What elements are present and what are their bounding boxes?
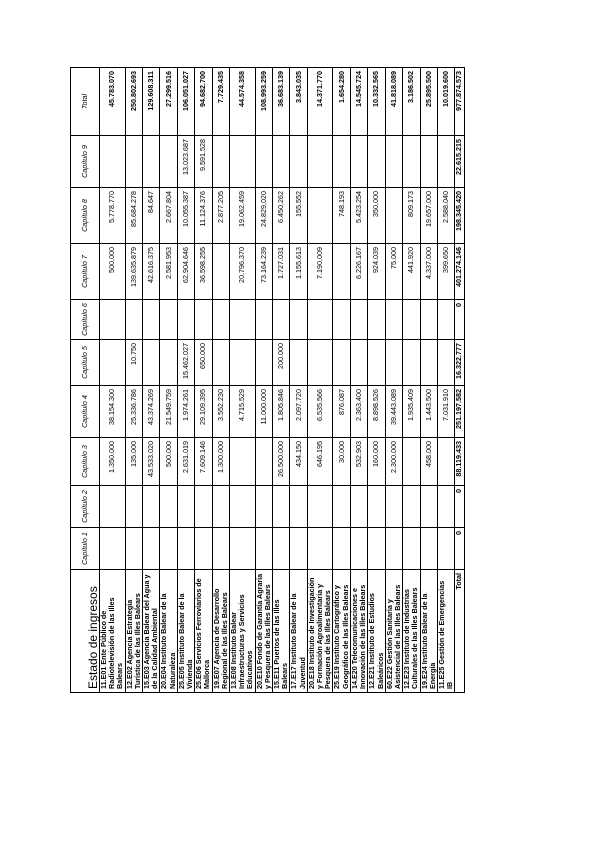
row-total-cell: 27.299.516	[160, 68, 177, 136]
total-cell: 0	[455, 486, 464, 528]
value-cell	[368, 340, 385, 386]
row-total-cell: 25.895.500	[420, 68, 437, 136]
value-cell: 1.935.409	[403, 386, 420, 438]
value-cell	[385, 300, 402, 340]
value-cell	[385, 188, 402, 244]
total-cell: 401.274.146	[455, 244, 464, 300]
column-header: Capítulo 5	[71, 340, 100, 386]
total-cell: 16.322.777	[455, 340, 464, 386]
table-row	[143, 68, 160, 693]
value-cell: 8.898.526	[368, 386, 385, 438]
value-cell: 7.190.009	[307, 244, 333, 300]
value-cell: 15.462.027	[177, 340, 194, 386]
value-cell	[403, 340, 420, 386]
value-cell	[160, 340, 177, 386]
table-row	[437, 68, 454, 693]
value-cell: 434.150	[290, 438, 307, 486]
page-title: Estado de ingresos	[71, 570, 100, 693]
value-cell	[307, 188, 333, 244]
row-total-cell: 1.654.280	[333, 68, 350, 136]
table-row	[230, 68, 256, 693]
entity-name: 15.E03 Agencia Balear del Agua y de la Calidad Ambiental	[143, 570, 160, 693]
value-cell	[100, 486, 126, 528]
value-cell	[212, 300, 229, 340]
value-cell: 10.750	[125, 340, 142, 386]
value-cell	[230, 528, 256, 570]
table-row	[333, 68, 350, 693]
value-cell: 6.535.566	[307, 386, 333, 438]
value-cell: 646.195	[307, 438, 333, 486]
entity-name: 13.E08 Instituto Balear Infraestructuras y Servicios Educativos	[230, 570, 256, 693]
value-cell	[437, 136, 454, 188]
value-cell: 5.423.254	[350, 188, 367, 244]
column-header: Capítulo 9	[71, 136, 100, 188]
entity-name: 20.E10 Fondo de Garantía Agraria y Pesquera de las Illes Balears	[255, 570, 272, 693]
value-cell	[255, 136, 272, 188]
value-cell: 21.549.759	[160, 386, 177, 438]
row-total-cell: 14.545.724	[350, 68, 367, 136]
value-cell: 2.300.000	[385, 438, 402, 486]
value-cell	[125, 486, 142, 528]
table-row	[368, 68, 385, 693]
value-cell	[437, 300, 454, 340]
value-cell	[350, 486, 367, 528]
column-header: Capítulo 7	[71, 244, 100, 300]
value-cell	[307, 528, 333, 570]
value-cell: 2.097.720	[290, 386, 307, 438]
value-cell	[177, 486, 194, 528]
table-row	[212, 68, 229, 693]
row-total-cell: 3.186.502	[403, 68, 420, 136]
value-cell: 20.796.370	[230, 244, 256, 300]
value-cell	[230, 136, 256, 188]
value-cell: 155.552	[290, 188, 307, 244]
value-cell	[212, 136, 229, 188]
entity-name: 12.E23 Instituto de Industrias Culturales de las Illes Balears	[403, 570, 420, 693]
value-cell: 38.154.300	[100, 386, 126, 438]
row-total-cell: 41.818.089	[385, 68, 402, 136]
value-cell	[212, 244, 229, 300]
value-cell: 4.715.529	[230, 386, 256, 438]
column-header: Capítulo 2	[71, 486, 100, 528]
income-table	[70, 67, 465, 693]
value-cell: 441.920	[403, 244, 420, 300]
entity-name: 15.E11 Puertos de las Illes Balears	[273, 570, 290, 693]
value-cell	[333, 136, 350, 188]
value-cell: 7.031.910	[437, 386, 454, 438]
value-cell	[212, 340, 229, 386]
value-cell	[437, 340, 454, 386]
value-cell	[420, 340, 437, 386]
value-cell: 2.588.040	[437, 188, 454, 244]
row-total-cell: 44.574.358	[230, 68, 256, 136]
table-row	[403, 68, 420, 693]
table-row	[255, 68, 272, 693]
value-cell	[403, 136, 420, 188]
value-cell	[125, 528, 142, 570]
value-cell	[160, 528, 177, 570]
value-cell: 4.337.000	[420, 244, 437, 300]
value-cell: 2.631.019	[177, 438, 194, 486]
row-total-cell: 106.051.027	[177, 68, 194, 136]
column-header: Capítulo 8	[71, 188, 100, 244]
value-cell	[333, 244, 350, 300]
value-cell	[437, 486, 454, 528]
value-cell: 62.904.646	[177, 244, 194, 300]
value-cell	[273, 300, 290, 340]
value-cell: 75.000	[385, 244, 402, 300]
income-statement-sheet	[70, 68, 465, 693]
value-cell	[230, 340, 256, 386]
value-cell: 650.000	[195, 340, 212, 386]
value-cell	[125, 136, 142, 188]
value-cell	[333, 340, 350, 386]
total-cell: 0	[455, 300, 464, 340]
value-cell: 7.609.146	[195, 438, 212, 486]
value-cell: 36.598.255	[195, 244, 212, 300]
value-cell	[420, 486, 437, 528]
value-cell	[177, 528, 194, 570]
value-cell	[143, 486, 160, 528]
table-row	[273, 68, 290, 693]
value-cell: 85.684.278	[125, 188, 142, 244]
table-body	[100, 68, 455, 693]
value-cell	[255, 438, 272, 486]
value-cell	[195, 300, 212, 340]
total-row	[455, 68, 464, 693]
column-header: Capítulo 1	[71, 528, 100, 570]
total-cell: 251.197.582	[455, 386, 464, 438]
table-row	[177, 68, 194, 693]
total-cell: 198.345.420	[455, 188, 464, 244]
row-total-cell: 10.019.600	[437, 68, 454, 136]
value-cell: 42.616.375	[143, 244, 160, 300]
value-cell: 1.443.500	[420, 386, 437, 438]
row-total-cell: 10.332.565	[368, 68, 385, 136]
value-cell	[333, 486, 350, 528]
value-cell	[273, 136, 290, 188]
value-cell: 2.667.804	[160, 188, 177, 244]
row-total-cell: 108.993.259	[255, 68, 272, 136]
value-cell	[290, 300, 307, 340]
value-cell: 30.000	[333, 438, 350, 486]
row-total-cell: 45.783.070	[100, 68, 126, 136]
value-cell: 809.173	[403, 188, 420, 244]
value-cell	[403, 486, 420, 528]
value-cell: 500.000	[100, 244, 126, 300]
table-row	[420, 68, 437, 693]
entity-name: 14.E20 Telecomunicaciones e Innovación de las Illes Balears	[350, 570, 367, 693]
value-cell	[273, 486, 290, 528]
value-cell: 11.124.376	[195, 188, 212, 244]
value-cell: 3.552.230	[212, 386, 229, 438]
value-cell	[290, 528, 307, 570]
value-cell: 2.581.953	[160, 244, 177, 300]
value-cell: 1.805.846	[273, 386, 290, 438]
value-cell	[350, 340, 367, 386]
value-cell	[350, 528, 367, 570]
value-cell	[230, 486, 256, 528]
value-cell: 1.727.031	[273, 244, 290, 300]
value-cell	[160, 300, 177, 340]
value-cell	[385, 528, 402, 570]
table-row	[290, 68, 307, 693]
value-cell	[100, 340, 126, 386]
value-cell	[307, 486, 333, 528]
total-cell: 0	[455, 528, 464, 570]
column-header: Capítulo 4	[71, 386, 100, 438]
entity-name: 25.E06 Servicios Ferroviarios de Mallorca	[195, 570, 212, 693]
value-cell	[100, 136, 126, 188]
row-total-cell: 129.608.311	[143, 68, 160, 136]
total-cell: 22.615.215	[455, 136, 464, 188]
entity-name: 17.E17 Instituto Balear de la Juventud	[290, 570, 307, 693]
value-cell: 139.635.879	[125, 244, 142, 300]
value-cell	[307, 136, 333, 188]
value-cell	[368, 300, 385, 340]
column-header: Total	[71, 68, 100, 136]
value-cell	[255, 340, 272, 386]
value-cell: 1.974.261	[177, 386, 194, 438]
entity-name: 25.E19 Instituto Cartográfico y Geográfico de las Illes Balears	[333, 570, 350, 693]
row-total-cell: 250.802.693	[125, 68, 142, 136]
value-cell	[143, 300, 160, 340]
entity-name: 12.E21 Instituto de Estudios Baleáricos	[368, 570, 385, 693]
value-cell	[230, 438, 256, 486]
value-cell: 135.000	[125, 438, 142, 486]
table-row	[160, 68, 177, 693]
value-cell	[177, 300, 194, 340]
value-cell	[333, 528, 350, 570]
entity-name: 20.E04 Instituto Balear de la Naturaleza	[160, 570, 177, 693]
value-cell	[290, 486, 307, 528]
entity-name: 20.E18 Instituto de Investigación y Formación Agroalimentaria y Pesquera de las Illes Balears	[307, 570, 333, 693]
value-cell: 11.000.000	[255, 386, 272, 438]
value-cell	[403, 300, 420, 340]
value-cell: 10.055.387	[177, 188, 194, 244]
value-cell: 2.877.205	[212, 188, 229, 244]
value-cell	[385, 340, 402, 386]
value-cell	[160, 486, 177, 528]
value-cell: 350.000	[368, 188, 385, 244]
entity-name: 11.E01 Ente Público de Radiotelevisión de las Illes Balears	[100, 570, 126, 693]
value-cell: 6.450.262	[273, 188, 290, 244]
value-cell	[255, 300, 272, 340]
value-cell: 876.087	[333, 386, 350, 438]
value-cell	[437, 438, 454, 486]
value-cell	[368, 136, 385, 188]
entity-name: 12.E02 Agencia Estrategia Turística de las Illes Balears	[125, 570, 142, 693]
row-total-cell: 94.682.700	[195, 68, 212, 136]
value-cell: 43.533.020	[143, 438, 160, 486]
column-header: Capítulo 6	[71, 300, 100, 340]
value-cell	[212, 528, 229, 570]
value-cell: 13.023.687	[177, 136, 194, 188]
total-cell: 88.119.433	[455, 438, 464, 486]
value-cell: 5.778.770	[100, 188, 126, 244]
value-cell	[385, 136, 402, 188]
value-cell	[212, 486, 229, 528]
value-cell	[100, 528, 126, 570]
value-cell: 532.903	[350, 438, 367, 486]
value-cell: 399.650	[437, 244, 454, 300]
value-cell	[437, 528, 454, 570]
value-cell	[230, 300, 256, 340]
value-cell	[307, 300, 333, 340]
value-cell: 84.647	[143, 188, 160, 244]
value-cell	[143, 340, 160, 386]
value-cell: 748.193	[333, 188, 350, 244]
value-cell	[420, 136, 437, 188]
total-cell: 977.874.573	[455, 68, 464, 136]
header-row	[71, 68, 100, 693]
row-total-cell: 7.729.435	[212, 68, 229, 136]
value-cell	[290, 136, 307, 188]
table-row	[195, 68, 212, 693]
value-cell: 39.443.089	[385, 386, 402, 438]
value-cell	[255, 486, 272, 528]
value-cell: 19.657.000	[420, 188, 437, 244]
value-cell	[420, 300, 437, 340]
value-cell: 24.829.020	[255, 188, 272, 244]
value-cell: 200.000	[273, 340, 290, 386]
value-cell: 26.500.000	[273, 438, 290, 486]
value-cell	[333, 300, 350, 340]
value-cell: 19.062.459	[230, 188, 256, 244]
value-cell: 9.591.528	[195, 136, 212, 188]
table-row	[385, 68, 402, 693]
value-cell: 25.336.786	[125, 386, 142, 438]
entity-name: 19.E07 Agencia de Desarrollo Regional de las Illes Balears	[212, 570, 229, 693]
value-cell: 924.039	[368, 244, 385, 300]
entity-name: 25.E05 Instituto Balear de la Vivienda	[177, 570, 194, 693]
column-header: Capítulo 3	[71, 438, 100, 486]
value-cell	[290, 340, 307, 386]
value-cell	[403, 438, 420, 486]
value-cell	[403, 528, 420, 570]
value-cell	[273, 528, 290, 570]
value-cell: 458.000	[420, 438, 437, 486]
total-label: Total	[455, 570, 464, 693]
value-cell	[368, 486, 385, 528]
value-cell	[350, 300, 367, 340]
row-total-cell: 36.683.139	[273, 68, 290, 136]
value-cell: 1.155.613	[290, 244, 307, 300]
value-cell: 43.374.269	[143, 386, 160, 438]
value-cell	[143, 528, 160, 570]
entity-name: 19.E24 Instituto Balear de la Energía	[420, 570, 437, 693]
entity-name: 60.E22 Gestión Sanitaria y Asistencial de las Illes Balears	[385, 570, 402, 693]
table-row	[350, 68, 367, 693]
table-row	[125, 68, 142, 693]
value-cell: 2.363.400	[350, 386, 367, 438]
value-cell: 1.350.000	[100, 438, 126, 486]
row-total-cell: 3.843.035	[290, 68, 307, 136]
value-cell	[255, 528, 272, 570]
value-cell	[385, 486, 402, 528]
value-cell	[195, 528, 212, 570]
value-cell: 6.226.167	[350, 244, 367, 300]
value-cell: 500.000	[160, 438, 177, 486]
value-cell: 160.000	[368, 438, 385, 486]
entity-name: 11.E25 Gestión de Emergencias IB	[437, 570, 454, 693]
value-cell: 29.109.395	[195, 386, 212, 438]
value-cell	[420, 528, 437, 570]
value-cell	[125, 300, 142, 340]
value-cell	[143, 136, 160, 188]
value-cell	[160, 136, 177, 188]
value-cell: 73.164.239	[255, 244, 272, 300]
value-cell	[195, 486, 212, 528]
value-cell	[368, 528, 385, 570]
row-total-cell: 14.371.770	[307, 68, 333, 136]
value-cell	[100, 300, 126, 340]
value-cell	[350, 136, 367, 188]
value-cell: 1.300.000	[212, 438, 229, 486]
value-cell	[307, 340, 333, 386]
table-row	[307, 68, 333, 693]
table-row	[100, 68, 126, 693]
